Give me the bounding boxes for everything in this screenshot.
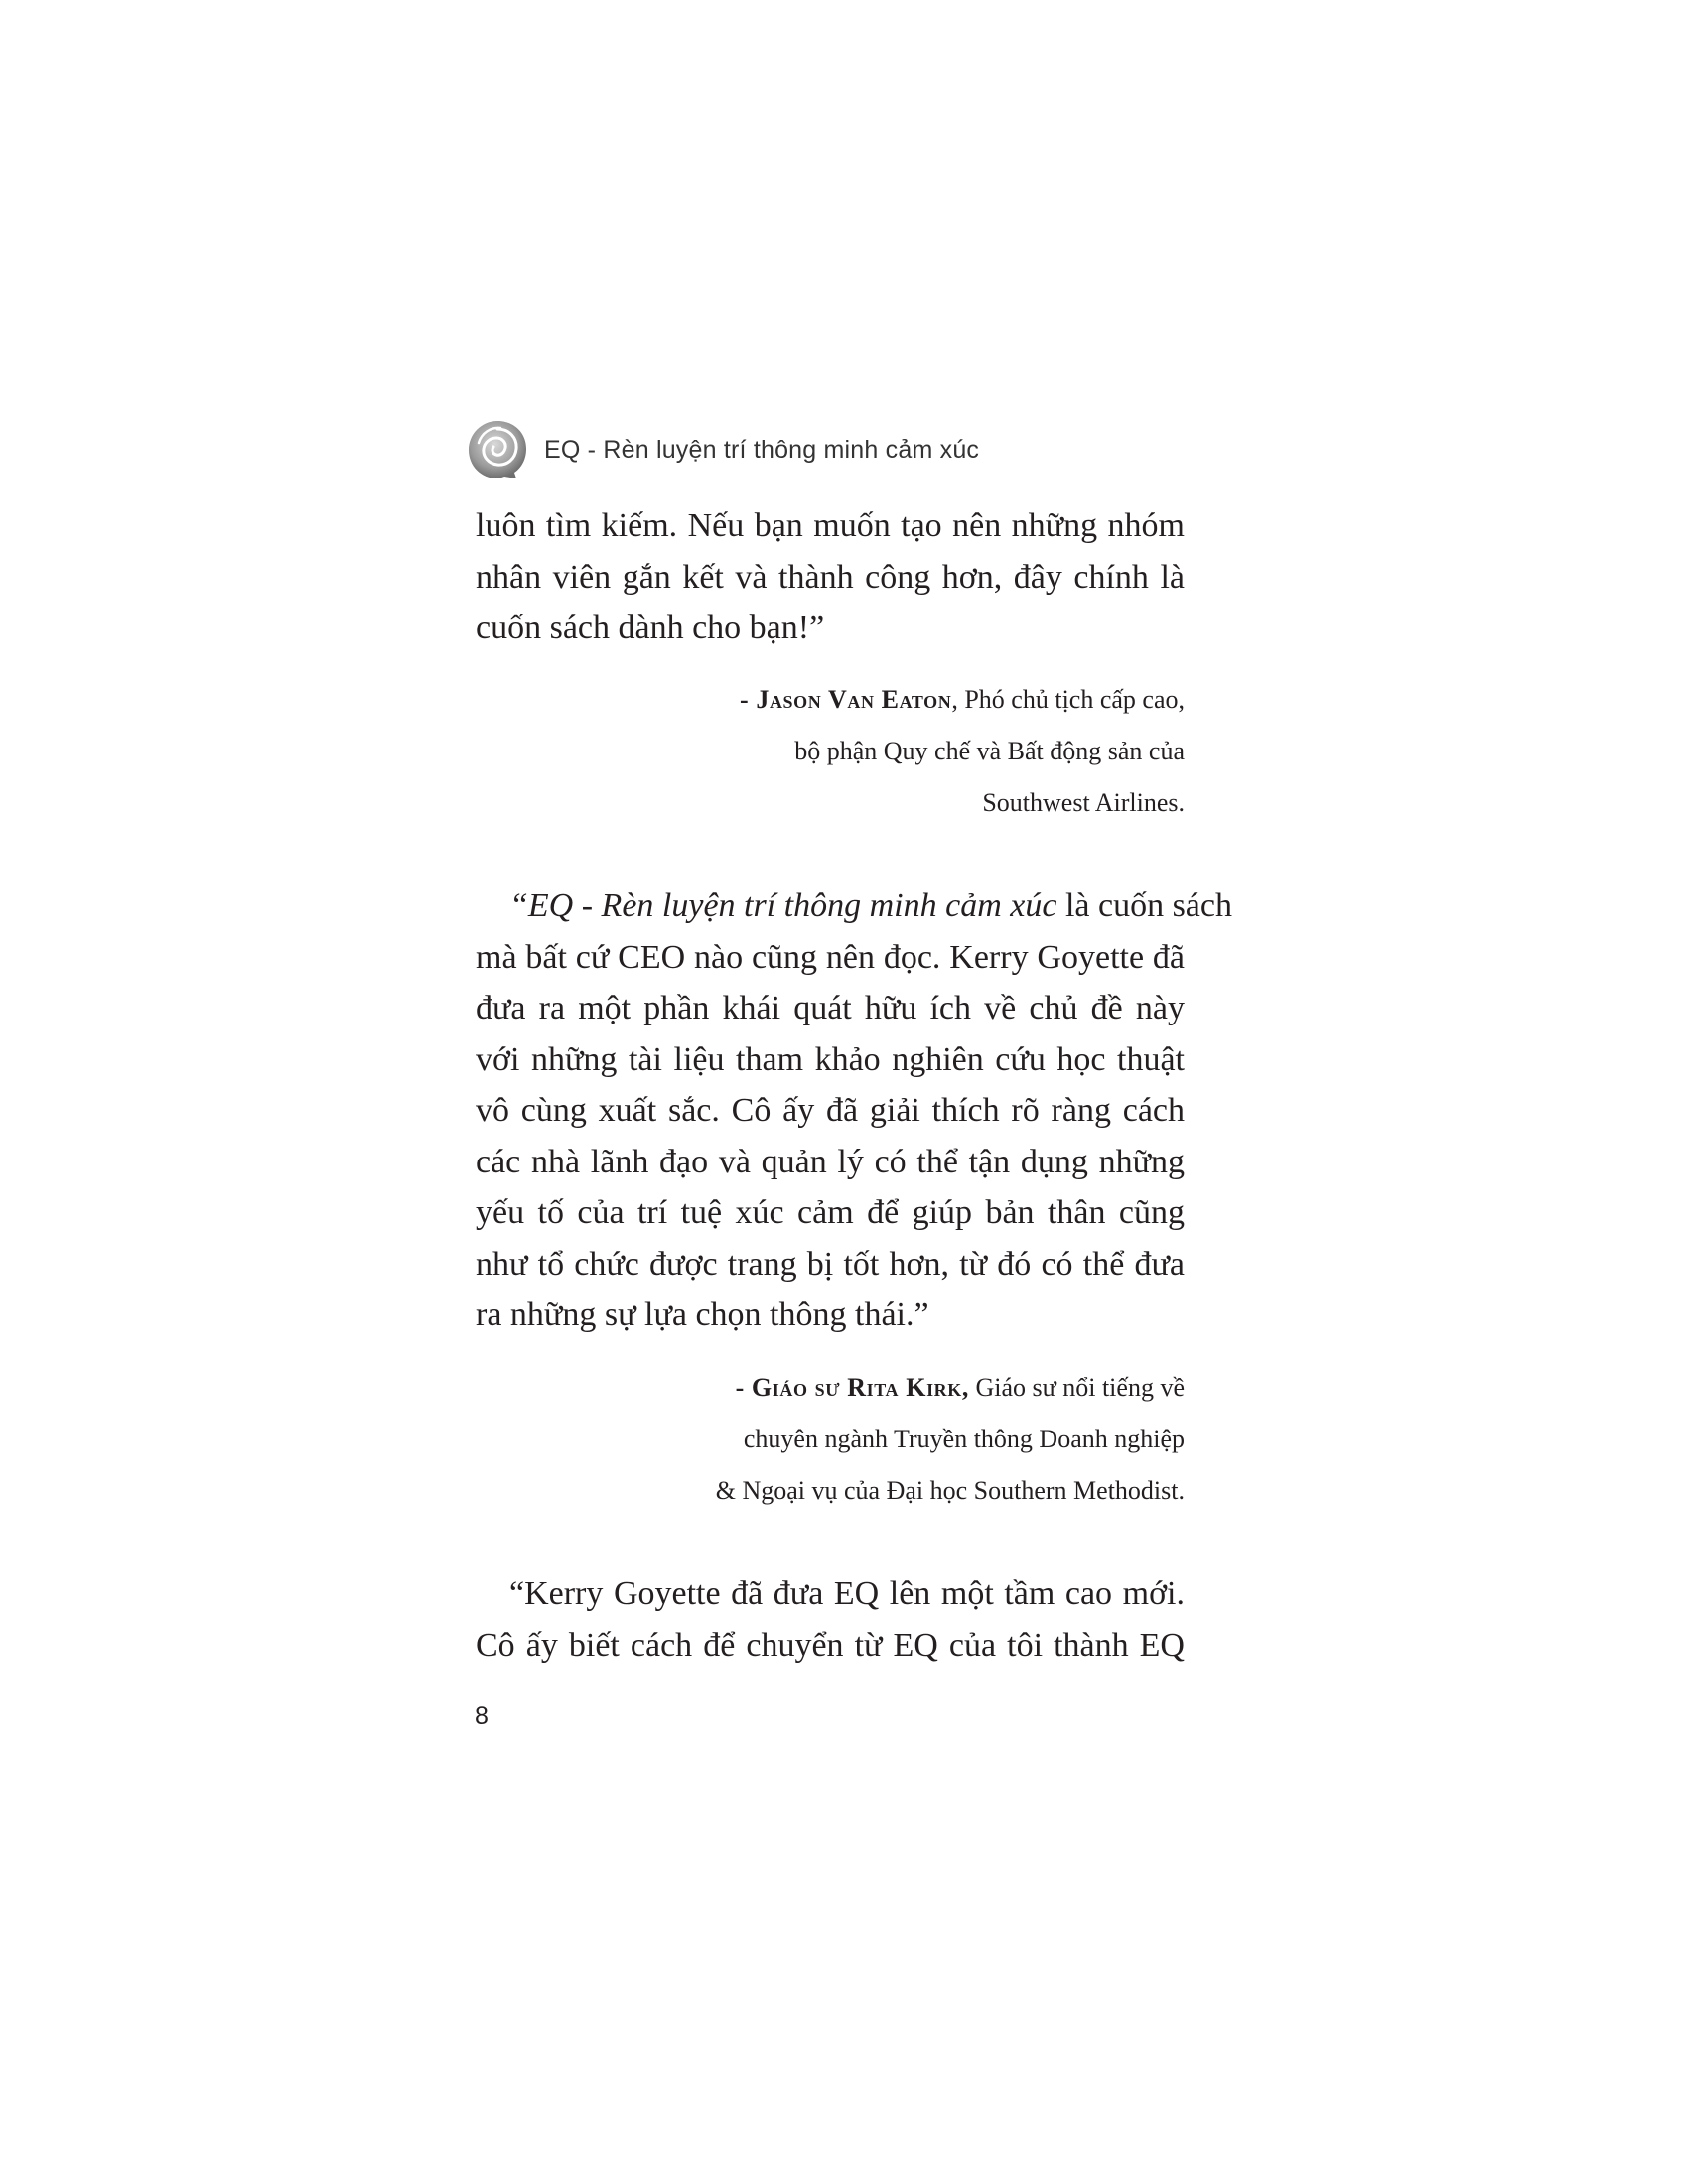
attribution-name: - Giáo sư Rita Kirk, [735, 1373, 969, 1402]
book-title-header: EQ - Rèn luyện trí thông minh cảm xúc [544, 435, 980, 464]
quote-1-line: cuốn sách dành cho bạn!” [476, 610, 825, 646]
quote-2-line: như tổ chức được trang bị tốt hơn, từ đó có thể đưa [476, 1245, 1185, 1283]
attribution-line [740, 674, 1185, 726]
attribution-role: Giáo sư nổi tiếng về [968, 1373, 1185, 1402]
quote-3 [476, 1569, 1185, 1671]
quote-2-body [476, 881, 1232, 1341]
attribution-role: , Phó chủ tịch cấp cao, [951, 685, 1185, 714]
quote-1-line: nhân viên gắn kết và thành công hơn, đây chính là [476, 558, 1185, 596]
quote-1-attribution [740, 674, 1185, 829]
running-header [465, 415, 979, 484]
swirl-logo-icon [465, 417, 530, 482]
quote-2-line: vô cùng xuất sắc. Cô ấy đã giải thích rõ ràng cách [476, 1092, 1185, 1129]
quote-1-body [476, 500, 1185, 654]
page-number: 8 [475, 1703, 489, 1730]
quote-2 [476, 881, 1232, 1341]
attribution-line: & Ngoại vụ của Đại học Southern Methodist. [715, 1476, 1185, 1505]
attribution-line: Southwest Airlines. [982, 788, 1185, 817]
quote-2-line: đưa ra một phần khái quát hữu ích về chủ đề này [476, 990, 1185, 1026]
quote-2-line: yếu tố của trí tuệ xúc cảm để giúp bản thân cũng [476, 1194, 1185, 1231]
attribution-name: - Jason Van Eaton [739, 685, 952, 714]
quote-1-line: luôn tìm kiếm. Nếu bạn muốn tạo nên những nhóm [476, 507, 1185, 544]
attribution-line: bộ phận Quy chế và Bất động sản của [794, 737, 1185, 765]
quoted-book-title: “EQ - Rèn luyện trí thông minh cảm xúc [509, 887, 1057, 924]
quote-2-line: ra những sự lựa chọn thông thái.” [476, 1297, 929, 1333]
quote-2-line-rest: là cuốn sách [1056, 887, 1232, 924]
quote-2-attribution [716, 1362, 1185, 1517]
quote-3-line: Cô ấy biết cách để chuyển từ EQ của tôi thành EQ [476, 1626, 1185, 1664]
quote-2-line [476, 881, 1232, 932]
quote-2-line: với những tài liệu tham khảo nghiên cứu học thuật [476, 1040, 1185, 1078]
quote-3-line: “Kerry Goyette đã đưa EQ lên một tầm cao mới. [509, 1575, 1185, 1612]
quote-1 [476, 500, 1185, 654]
attribution-line [716, 1362, 1185, 1414]
quote-2-line: mà bất cứ CEO nào cũng nên đọc. Kerry Goyette đã [476, 938, 1185, 976]
attribution-line: chuyên ngành Truyền thông Doanh nghiệp [743, 1425, 1185, 1453]
quote-3-body [476, 1569, 1185, 1671]
quote-2-line: các nhà lãnh đạo và quản lý có thể tận dụng những [476, 1143, 1185, 1180]
